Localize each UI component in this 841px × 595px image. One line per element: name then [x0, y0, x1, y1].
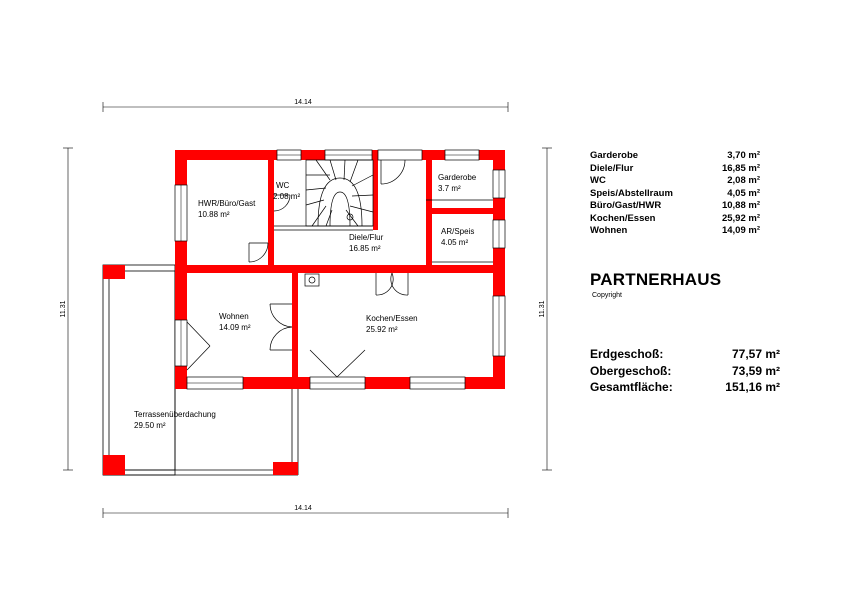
room-name: Garderobe	[590, 150, 639, 161]
area-totals	[590, 346, 780, 396]
room-label-garderobe: Garderobe	[438, 173, 477, 182]
terrace-columns	[103, 265, 298, 475]
room-area-hwr: 10.88 m²	[198, 210, 230, 219]
room-name: Diele/Flur	[590, 162, 634, 174]
room-area-table	[590, 150, 760, 238]
totals-row	[590, 379, 780, 396]
dimension-height-right: 11.31	[539, 300, 546, 318]
totals-label: Obergeschoß:	[590, 363, 672, 378]
copyright-label: Copyright	[592, 292, 622, 299]
room-area: 4,05 m²	[727, 187, 760, 199]
room-area-diele: 16.85 m²	[349, 244, 381, 253]
room-label-wc: WC	[276, 181, 290, 190]
table-row	[590, 150, 760, 163]
chimney	[305, 274, 319, 286]
room-name: Speis/Abstellraum	[590, 187, 673, 199]
totals-row	[590, 363, 780, 380]
table-row	[590, 163, 760, 176]
room-label-diele: Diele/Flur	[349, 233, 384, 242]
doors	[187, 150, 422, 377]
house-title: PARTNERHAUS	[590, 270, 722, 289]
room-area-kochen: 25.92 m²	[366, 325, 398, 334]
room-label-ar: AR/Speis	[441, 227, 475, 236]
room-area: 2,08 m²	[727, 175, 760, 186]
totals-value: 73,59 m²	[731, 363, 780, 378]
room-area-wc: 2.08 m²	[273, 192, 301, 201]
room-area-terrasse: 29.50 m²	[134, 421, 166, 430]
room-name: Kochen/Essen	[590, 212, 656, 224]
table-row	[590, 213, 760, 226]
room-area: 25,92 m²	[721, 212, 760, 224]
dimension-width-bottom: 14.14	[294, 505, 312, 512]
table-row	[590, 175, 760, 188]
room-area: 3,70 m²	[727, 150, 760, 161]
room-name: WC	[590, 175, 606, 186]
totals-label: Erdgeschoß:	[590, 347, 664, 361]
totals-row	[590, 346, 780, 363]
totals-label: Gesamtfläche:	[590, 380, 673, 394]
room-area: 10,88 m²	[721, 200, 760, 211]
room-label-terrasse: Terrassenüberdachung	[134, 410, 216, 419]
table-row	[590, 188, 760, 201]
room-area-ar: 4.05 m²	[441, 238, 469, 247]
terrace-outline	[103, 265, 298, 475]
room-area-wohnen: 14.09 m²	[219, 323, 251, 332]
room-label-hwr: HWR/Büro/Gast	[198, 199, 256, 208]
dimension-lines	[63, 102, 552, 518]
totals-value: 77,57 m²	[731, 347, 780, 361]
table-row	[590, 225, 760, 238]
dimension-width-top: 14.14	[294, 99, 312, 106]
totals-value: 151,16 m²	[725, 380, 780, 394]
room-name: Wohnen	[590, 225, 628, 236]
room-label-kochen: Kochen/Essen	[366, 314, 418, 323]
room-area: 14,09 m²	[721, 225, 760, 236]
staircase	[306, 160, 373, 226]
room-area-garderobe: 3.7 m²	[438, 184, 461, 193]
room-label-wohnen: Wohnen	[219, 312, 249, 321]
room-name: Büro/Gast/HWR	[590, 200, 662, 211]
room-area: 16,85 m²	[721, 162, 760, 174]
table-row	[590, 200, 760, 213]
dimension-height-left: 11.31	[60, 300, 67, 318]
